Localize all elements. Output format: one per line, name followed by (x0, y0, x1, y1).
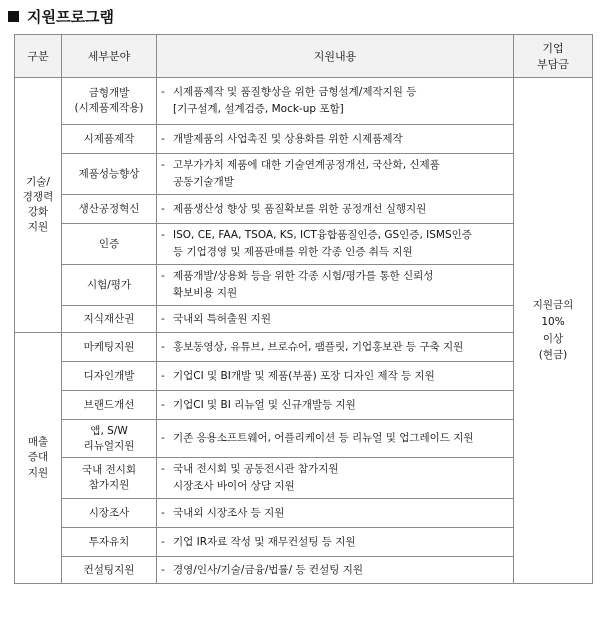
table-row (15, 458, 593, 499)
subfield-cell: 지식재산권 (62, 306, 157, 333)
table-row (15, 154, 593, 195)
content-text: 기업 IR자료 작성 및 재무컨설팅 등 지원 (173, 535, 356, 548)
table-row (15, 499, 593, 528)
content-cell (157, 125, 514, 154)
content-text: 고부가가치 제품에 대한 기술연계공정개선, 국산화, 신제품 공동기술개발 (173, 159, 440, 188)
content-text: 제품개발/상용화 등을 위한 각종 시험/평가를 통한 신뢰성 확보비용 지원 (173, 270, 434, 299)
table-row (15, 420, 593, 458)
table-row (15, 557, 593, 584)
header-category: 구분 (15, 35, 62, 78)
dash-bullet: - (161, 398, 165, 411)
content-text: 기업CI 및 BI 리뉴얼 및 신규개발등 지원 (173, 398, 356, 411)
table-row (15, 265, 593, 306)
header-burden: 기업 부담금 (514, 35, 593, 78)
subfield-cell: 컨설팅지원 (62, 557, 157, 584)
content-text: 국내외 시장조사 등 지원 (173, 506, 285, 519)
content-cell (157, 391, 514, 420)
table-row (15, 125, 593, 154)
content-cell (157, 499, 514, 528)
subfield-cell: 금형개발 (시제품제작용) (62, 78, 157, 125)
table-row (15, 333, 593, 362)
content-cell (157, 306, 514, 333)
table-row (15, 195, 593, 224)
dash-bullet: - (161, 229, 165, 242)
header-content: 지원내용 (157, 35, 514, 78)
table-row (15, 362, 593, 391)
content-cell (157, 333, 514, 362)
dash-bullet: - (161, 506, 165, 519)
content-cell (157, 362, 514, 391)
table-row (15, 528, 593, 557)
dash-bullet: - (161, 270, 165, 283)
content-cell (157, 458, 514, 499)
table-row (15, 224, 593, 265)
dash-bullet: - (161, 202, 165, 215)
subfield-cell: 생산공정혁신 (62, 195, 157, 224)
dash-bullet: - (161, 86, 165, 99)
content-text: 기존 응용소프트웨어, 어플리케이션 등 리뉴얼 및 업그레이드 지원 (173, 432, 474, 445)
section-title-text: 지원프로그램 (27, 7, 114, 26)
subfield-cell: 국내 전시회 참가지원 (62, 458, 157, 499)
table-row (15, 78, 593, 125)
content-text: 시제품제작 및 품질향상을 위한 금형설계/제작지원 등 [기구설계, 설계검증, Mock-up 포함] (173, 86, 417, 115)
table-body (15, 78, 593, 584)
content-cell (157, 265, 514, 306)
dash-bullet: - (161, 535, 165, 548)
dash-bullet: - (161, 369, 165, 382)
content-cell (157, 154, 514, 195)
subfield-cell: 시험/평가 (62, 265, 157, 306)
header-subfield: 세부분야 (62, 35, 157, 78)
subfield-cell: 투자유치 (62, 528, 157, 557)
table-row (15, 306, 593, 333)
table-header-row (15, 35, 593, 78)
subfield-cell: 제품성능향상 (62, 154, 157, 195)
dash-bullet: - (161, 159, 165, 172)
dash-bullet: - (161, 340, 165, 353)
subfield-cell: 브랜드개선 (62, 391, 157, 420)
table-row (15, 391, 593, 420)
dash-bullet: - (161, 563, 165, 576)
content-text: 홍보동영상, 유튜브, 브로슈어, 팸플릿, 기업홍보관 등 구축 지원 (173, 340, 464, 353)
subfield-cell: 시장조사 (62, 499, 157, 528)
content-cell (157, 195, 514, 224)
dash-bullet: - (161, 463, 165, 476)
content-cell (157, 78, 514, 125)
subfield-cell: 디자인개발 (62, 362, 157, 391)
content-text: 제품생산성 향상 및 품질확보를 위한 공정개선 실행지원 (173, 202, 427, 215)
content-cell (157, 420, 514, 458)
content-text: 기업CI 및 BI개발 및 제품(부품) 포장 디자인 제작 등 지원 (173, 369, 435, 382)
content-cell (157, 557, 514, 584)
content-text: 국내 전시회 및 공동전시관 참가지원 시장조사 바이어 상담 지원 (173, 463, 339, 492)
content-cell (157, 528, 514, 557)
dash-bullet: - (161, 132, 165, 145)
content-text: 국내외 특허출원 지원 (173, 312, 271, 325)
dash-bullet: - (161, 432, 165, 445)
support-program-table (14, 34, 593, 584)
category-cell: 매출 증대 지원 (15, 333, 62, 584)
subfield-cell: 인증 (62, 224, 157, 265)
square-bullet-icon (8, 11, 19, 22)
content-text: 경영/인사/기술/금융/법률/ 등 컨설팅 지원 (173, 563, 363, 576)
subfield-cell: 앱, S/W 리뉴얼지원 (62, 420, 157, 458)
content-cell (157, 224, 514, 265)
subfield-cell: 마케팅지원 (62, 333, 157, 362)
content-text: ISO, CE, FAA, TSOA, KS, ICT융합품질인증, GS인증, ISMS인증 등 기업경영 및 제품판매를 위한 각종 인증 취득 지원 (173, 229, 472, 258)
subfield-cell: 시제품제작 (62, 125, 157, 154)
content-text: 개발제품의 사업촉진 및 상용화를 위한 시제품제작 (173, 132, 403, 145)
category-cell: 기술/ 경쟁력 강화 지원 (15, 78, 62, 333)
section-title (8, 4, 114, 28)
dash-bullet: - (161, 312, 165, 325)
burden-cell: 지원금의 10% 이상 (현금) (514, 78, 593, 584)
